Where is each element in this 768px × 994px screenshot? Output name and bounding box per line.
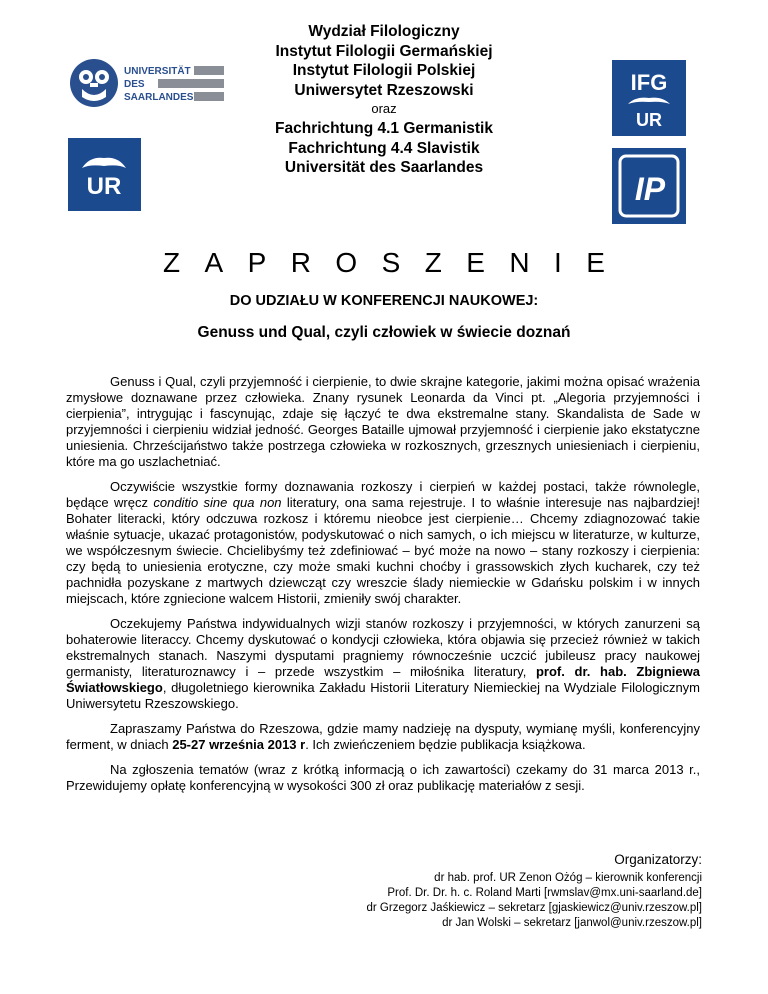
paragraph-deadline: Na zgłoszenia tematów (wraz z krótką informacją o ich zawartości) czekamy do 31 marca 2013 r., Przewidujemy opłatę konferencyjną w wysokości 300 zł oraz publikację materiałów z sesji. (66, 762, 700, 793)
organizers-title: Organizatorzy: (614, 852, 702, 867)
svg-text:SAARLANDES: SAARLANDES (124, 92, 194, 103)
svg-text:IP: IP (634, 171, 666, 207)
institute-polish: Instytut Filologii Polskiej (292, 62, 476, 79)
title-letter: Z (163, 247, 181, 278)
paragraph-topics: Oczywiście wszystkie formy doznawania rozkoszy i cierpień w każdej postaci, także równolegle, będące wręcz conditio sine qua non literatury, ona sama rejestruje. I to właśnie interesuje nas najbardziej! Bohater literacki, który odczuwa rozkosz i któremu nieobce jest cierpienie… Chcemy zdiagnozować takie właśnie sytuacje, ukazać protagonistów, podyskutować o nich samych, o ich miejscu w literaturze, w kulturze, we współczesnym świecie. Chcielibyśmy też zdefiniować – być może na nowo – stany rozkoszy i cierpienia: czy będą to uniesienia erotyczne, czy może smaki kuchni choćby i grassowskich złych kucharek, czy też pachnidła pozyskane z martwych dziewcząt czy wreszcie ślady niemieckie w Gdańsku polskim i w innych miejscach, które zgniecione walcem Historii, zmieniły swój charakter. (66, 479, 700, 606)
paragraph-intro: Genuss i Qual, czyli przyjemność i cierpienie, to dwie skrajne kategorie, jakimi można opisać wrażenia zmysłowe doznawane przez człowieka. Znany rysunek Leonarda da Vinci pt. „Alegoria przyjemności i cierpienia”, intrygując i fascynując, zdaje się łączyć te dwa ekstremalne stany. Skandalista de Sade w przyjemności i cierpieniu widział jedność. Georges Bataille ujmował przyjemność i cierpienie jako ekstatyczne uniesienia. Chrześcijaństwo także postrzega człowieka w rozkosznych, grzesznych uniesieniach i cierpieniu, które ma go uszlachetniać. (66, 374, 700, 469)
fachrichtung-germanistik: Fachrichtung 4.1 Germanistik (275, 120, 493, 137)
svg-text:UNIVERSITÄT: UNIVERSITÄT (124, 66, 191, 77)
invitation-body (66, 374, 700, 803)
invitation-subtitle: DO UDZIAŁU W KONFERENCJI NAUKOWEJ: (229, 293, 539, 309)
svg-text:IFG: IFG (630, 70, 668, 95)
institute-german: Instytut Filologii Germańskiej (275, 42, 493, 60)
svg-text:UR: UR (636, 110, 662, 130)
ifp-emblem-icon (612, 148, 686, 224)
title-letter: O (335, 247, 358, 278)
ifp-logo (612, 148, 686, 224)
organizer-line: Prof. Dr. Dr. h. c. Roland Marti [rwmslav@mx.uni-saarland.de] (387, 887, 702, 899)
honoree-name: prof. dr. hab. Zbigniewa Światłowskiego (66, 664, 700, 695)
organizer-line: dr Grzegorz Jaśkiewicz – sekretarz [gjaskiewicz@univ.rzeszow.pl] (366, 902, 702, 914)
organizer-line: dr hab. prof. UR Zenon Ożóg – kierownik konferencji (434, 872, 702, 884)
title-letter: N (509, 247, 530, 278)
conference-dates: 25-27 września 2013 r (172, 737, 306, 752)
latin-phrase: conditio sine qua non (153, 495, 282, 510)
university-rzeszow: Uniwersytet Rzeszowski (294, 81, 474, 99)
title-letter: R (290, 247, 311, 278)
paragraph-dates: Zapraszamy Państwa do Rzeszowa, gdzie mamy nadzieję na dysputy, wymianę myśli, konferencyjny ferment, w dniach 25-27 września 2013 r. Ich zwieńczeniem będzie publikacja książkowa. (66, 721, 700, 752)
title-letter: E (586, 247, 605, 278)
title-letter: Z (424, 247, 442, 278)
title-letter: P (247, 247, 267, 278)
ur-emblem-icon (68, 138, 141, 211)
organizer-line: dr Jan Wolski – sekretarz [janwol@univ.rzeszow.pl] (442, 917, 702, 929)
oraz-text: oraz (371, 101, 397, 116)
ifg-emblem-icon (612, 60, 686, 136)
paragraph-jubilee: Oczekujemy Państwa indywidualnych wizji stanów rozkoszy i przyjemności, w których zanurzeni są bohaterowie literaccy. Chcemy dyskutować o kondycji człowieka, która objawia się przecież również w takich ekstremalnych stanach. Naszymi dysputami pragniemy równocześnie uczcić jubileusz pracy naukowej germanisty, literaturoznawcy i – przede wszystkim – miłośnika literatury, prof. dr. hab. Zbigniewa Światłowskiego, długoletniego kierownika Zakładu Historii Literatury Niemieckiej na Wydziale Filologicznym Uniwersytetu Rzeszowskiego. (66, 616, 700, 711)
svg-text:DES: DES (124, 79, 145, 90)
ifg-logo (612, 60, 686, 136)
university-saarland: Universität des Saarlandes (284, 159, 484, 176)
saarland-owl-icon (68, 57, 228, 109)
title-letter: S (381, 247, 401, 278)
title-letter: I (554, 247, 562, 278)
svg-text:UR: UR (86, 173, 122, 200)
title-letter: E (466, 247, 485, 278)
fachrichtung-slavistik: Fachrichtung 4.4 Slavistik (288, 139, 480, 157)
conference-title: Genuss und Qual, czyli człowiek w świecie doznań (197, 324, 571, 341)
organizers-block (367, 851, 702, 931)
faculty-name: Wydział Filologiczny (308, 23, 460, 40)
rzeszow-university-logo (68, 138, 141, 211)
title-letter: A (204, 247, 224, 278)
invitation-title (163, 246, 605, 280)
saarland-university-logo (68, 57, 228, 109)
